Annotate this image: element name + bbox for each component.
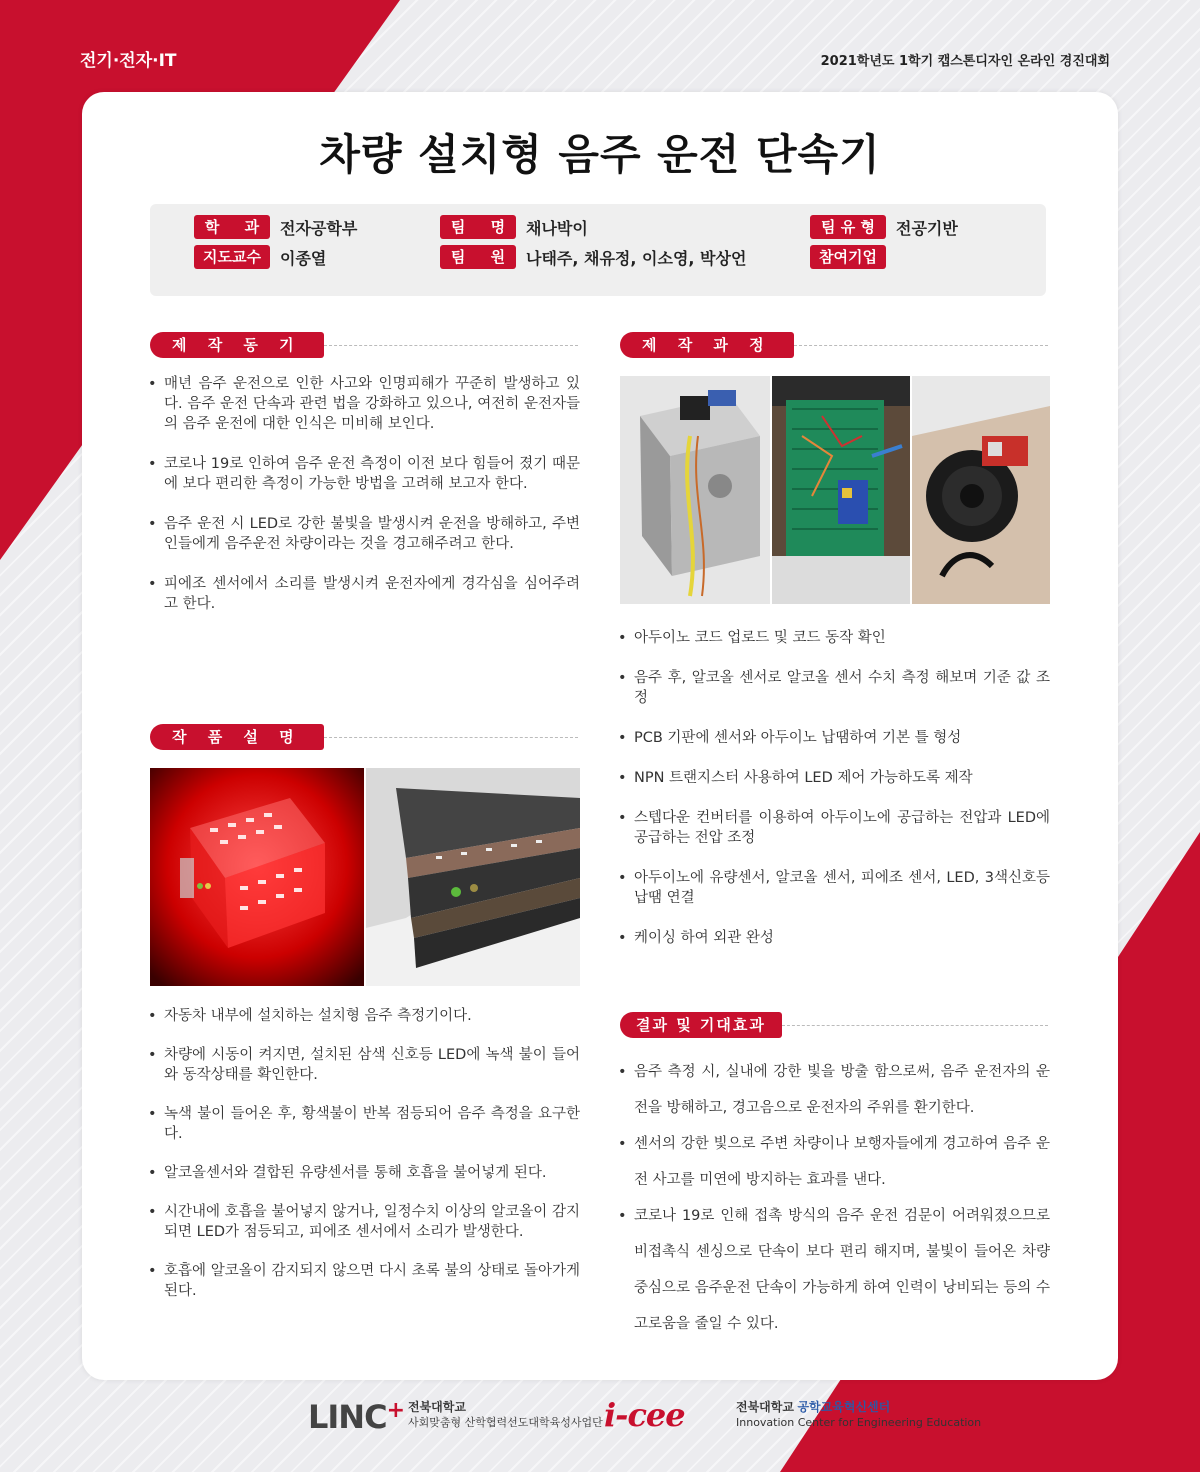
footer <box>0 1392 1200 1442</box>
list-item: • 센서의 강한 빛으로 주변 차량이나 보행자들에게 경고하여 음주 운전 사고를 미연에 방지하는 효과를 낸다. <box>616 1126 1050 1198</box>
linc-logo-plus: + <box>386 1398 404 1423</box>
list-item: • 아두이노 코드 업로드 및 코드 동작 확인 <box>616 628 1050 648</box>
info-team <box>440 214 588 240</box>
list-item: • 차량에 시동이 켜지면, 설치된 삼색 신호등 LED에 녹색 불이 들어와 동작상태를 확인한다. <box>146 1045 580 1085</box>
process-heading <box>620 332 1048 358</box>
type-tag: 팀 유 형 <box>810 215 886 239</box>
event-label: 2021학년도 1학기 캡스톤디자인 온라인 경진대회 <box>820 54 1110 69</box>
list-item: • 매년 음주 운전으로 인한 사고와 인명피해가 꾸준히 발생하고 있다. 음주 운전 단속과 관련 법을 강화하고 있으나, 여전히 운전자들의 음주 운전에 대한 인식은 미비해 보인다. <box>146 374 580 434</box>
process-photo-pcb <box>772 376 910 604</box>
list-item: • 피에조 센서에서 소리를 발생시켜 운전자에게 경각심을 심어주려고 한다. <box>146 574 580 614</box>
members-tag: 팀 원 <box>440 245 516 269</box>
list-item: • 코로나 19로 인해 접촉 방식의 음주 운전 검문이 어려워졌으므로 비접촉식 센싱으로 단속이 보다 편리 해지며, 불빛이 들어온 차량 중심으로 음주운전 단속이 가능하게 하여 인력이 낭비되는 등의 수고로움을 줄일 수 있다. <box>616 1198 1050 1342</box>
dept-tag: 학 과 <box>194 215 270 239</box>
team-tag: 팀 명 <box>440 215 516 239</box>
poster-card <box>82 92 1118 1380</box>
process-photo-casing <box>620 376 770 604</box>
list-item: • 녹색 불이 들어온 후, 황색불이 반복 점등되어 음주 측정을 요구한다. <box>146 1104 580 1144</box>
list-item: • NPN 트랜지스터 사용하여 LED 제어 가능하도록 제작 <box>616 768 1050 788</box>
dept-value: 전자공학부 <box>280 218 358 238</box>
list-item: • 케이싱 하여 외관 완성 <box>616 928 1050 948</box>
linc-university: 전북대학교 <box>408 1400 466 1414</box>
results-list <box>616 1054 1050 1342</box>
linc-program: 사회맞춤형 산학협력선도대학육성사업단 <box>408 1416 603 1429</box>
description-list <box>146 1006 580 1301</box>
list-item: • 시간내에 호흡을 불어넣지 않거나, 일정수치 이상의 알코올이 감지되면 LED가 점등되고, 피에조 센서에서 소리가 발생한다. <box>146 1202 580 1242</box>
icee-center: 공학교육혁신센터 <box>797 1400 891 1414</box>
list-item: • 알코올센서와 결합된 유량센서를 통해 호흡을 불어넣게 된다. <box>146 1163 580 1183</box>
motivation-heading <box>150 332 578 358</box>
info-members <box>440 244 746 270</box>
list-item: • 호흡에 알코올이 감지되지 않으면 다시 초록 불의 상태로 돌아가게 된다. <box>146 1261 580 1301</box>
icee-university: 전북대학교 <box>736 1400 794 1414</box>
info-company <box>810 244 896 270</box>
results-heading <box>620 1012 1048 1038</box>
list-item: • 스텝다운 컨버터를 이용하여 아두이노에 공급하는 전압과 LED에 공급하는 전압 조정 <box>616 808 1050 848</box>
list-item: • 코로나 19로 인하여 음주 운전 측정이 이전 보다 힘들어 졌기 때문에 보다 편리한 측정이 가능한 방법을 고려해 보고자 한다. <box>146 454 580 494</box>
motivation-list <box>146 374 580 614</box>
advisor-tag: 지도교수 <box>194 245 270 269</box>
product-photo-red-led <box>150 768 364 986</box>
motivation-heading-label: 제 작 동 기 <box>150 332 324 358</box>
process-list <box>616 628 1050 948</box>
type-value: 전공기반 <box>896 218 958 238</box>
category-label: 전기·전자·IT <box>80 51 177 71</box>
process-heading-label: 제 작 과 정 <box>620 332 794 358</box>
product-photo-led-strip <box>366 768 580 986</box>
team-info-box <box>150 204 1046 296</box>
company-tag: 참여기업 <box>810 245 886 269</box>
process-photo-flow-sensor <box>912 376 1050 604</box>
icee-english: Innovation Center for Engineering Education <box>736 1416 982 1429</box>
list-item: • 아두이노에 유량센서, 알코올 센서, 피에조 센서, LED, 3색신호등 납땜 연결 <box>616 868 1050 908</box>
description-heading-label: 작 품 설 명 <box>150 724 324 750</box>
team-value: 채나박이 <box>526 218 588 238</box>
list-item: • 음주 운전 시 LED로 강한 불빛을 발생시켜 운전을 방해하고, 주변인들에게 음주운전 차량이라는 것을 경고해주려고 한다. <box>146 514 580 554</box>
info-dept <box>194 214 357 240</box>
members-value: 나태주, 채유정, 이소영, 박상언 <box>526 248 747 268</box>
description-heading-rule <box>324 737 578 738</box>
linc-text <box>408 1400 603 1430</box>
process-heading-rule <box>794 345 1048 346</box>
description-heading <box>150 724 578 750</box>
linc-logo-text: LINC <box>308 1398 387 1436</box>
linc-logo <box>308 1398 404 1436</box>
list-item: • 음주 측정 시, 실내에 강한 빛을 방출 함으로써, 음주 운전자의 운전을 방해하고, 경고음으로 운전자의 주위를 환기한다. <box>616 1054 1050 1126</box>
list-item: • 음주 후, 알코올 센서로 알코올 센서 수치 측정 해보며 기준 값 조정 <box>616 668 1050 708</box>
icee-logo: i-cee <box>604 1396 685 1434</box>
results-heading-label: 결과 및 기대효과 <box>620 1012 782 1038</box>
motivation-heading-rule <box>324 345 578 346</box>
info-type <box>810 214 958 240</box>
list-item: • 자동차 내부에 설치하는 설치형 음주 측정기이다. <box>146 1006 580 1026</box>
info-advisor <box>194 244 326 270</box>
poster-title: 차량 설치형 음주 운전 단속기 <box>319 130 881 179</box>
results-heading-rule <box>782 1025 1048 1026</box>
advisor-value: 이종열 <box>280 248 327 268</box>
icee-text <box>736 1400 981 1430</box>
list-item: • PCB 기판에 센서와 아두이노 납땜하여 기본 틀 형성 <box>616 728 1050 748</box>
